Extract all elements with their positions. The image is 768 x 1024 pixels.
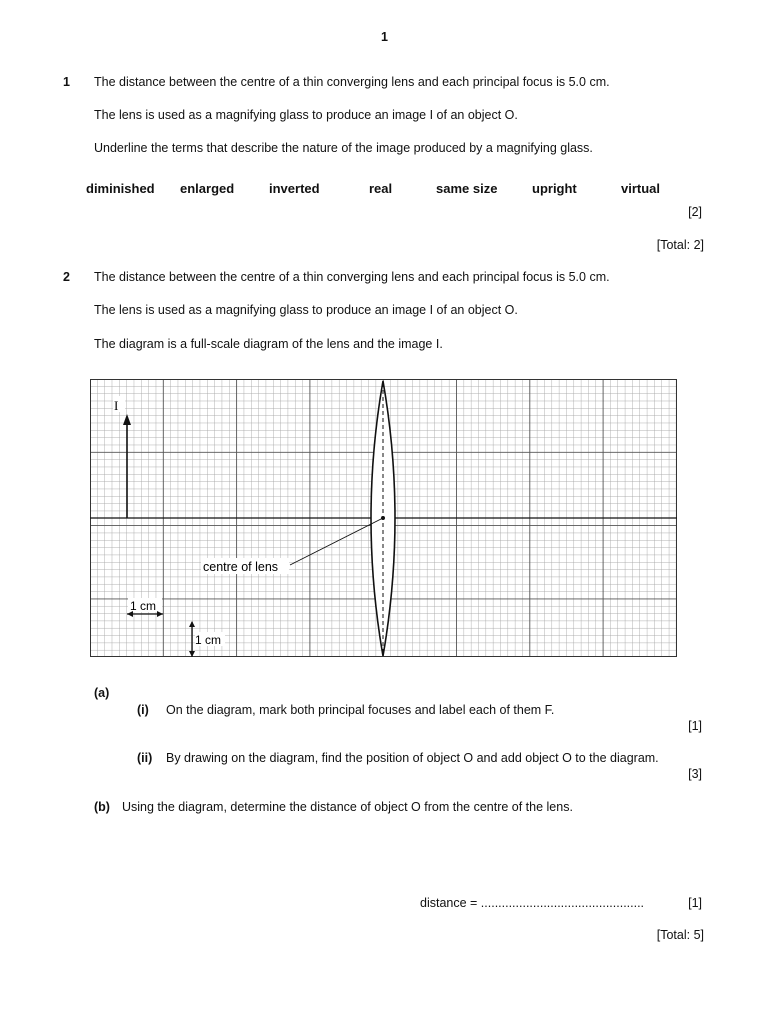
part-a-ii-text: By drawing on the diagram, find the position of object O and add object O to the diagram. — [166, 751, 659, 765]
part-a-ii-label: (ii) — [137, 751, 153, 765]
q1-total: [Total: 2] — [656, 238, 704, 252]
centre-leader-line — [290, 518, 383, 565]
part-b-label: (b) — [94, 800, 110, 814]
term-upright[interactable]: upright — [532, 181, 577, 196]
q1-line-3: Underline the terms that describe the nature of the image produced by a magnifying glass. — [94, 141, 593, 155]
image-label: I — [114, 398, 119, 413]
q2-line-2: The lens is used as a magnifying glass to produce an image I of an object O. — [94, 303, 518, 317]
term-inverted[interactable]: inverted — [269, 181, 320, 196]
q2-total: [Total: 5] — [656, 928, 704, 942]
term-real[interactable]: real — [369, 181, 393, 196]
part-b-text: Using the diagram, determine the distance of object O from the centre of the lens. — [122, 800, 573, 814]
term-diminished[interactable]: diminished — [86, 181, 155, 196]
part-a-i-label: (i) — [137, 703, 149, 717]
q2-line-3: The diagram is a full-scale diagram of the lens and the image I. — [94, 337, 443, 351]
q2-line-1: The distance between the centre of a thin converging lens and each principal focus is 5.0 cm. — [94, 270, 610, 284]
q1-marks: [2] — [688, 205, 702, 219]
scale-vertical-label: 1 cm — [195, 633, 222, 647]
q1-line-1: The distance between the centre of a thin converging lens and each principal focus is 5.0 cm. — [94, 75, 610, 89]
distance-answer-line[interactable]: distance = ............................................... — [420, 896, 645, 910]
term-enlarged[interactable]: enlarged — [180, 181, 235, 196]
part-b-marks: [1] — [688, 896, 702, 910]
part-a-i-text: On the diagram, mark both principal focuses and label each of them F. — [166, 703, 555, 717]
q1-line-2: The lens is used as a magnifying glass to produce an image I of an object O. — [94, 108, 518, 122]
lens-diagram[interactable] — [90, 379, 678, 658]
question-2-number: 2 — [63, 270, 70, 284]
part-a-label: (a) — [94, 686, 110, 700]
term-same-size[interactable]: same size — [436, 181, 498, 196]
part-a-i-marks: [1] — [688, 719, 702, 733]
centre-of-lens-label: centre of lens — [203, 560, 279, 574]
question-1-number: 1 — [63, 75, 70, 89]
scale-horizontal-label: 1 cm — [130, 599, 157, 613]
term-virtual[interactable]: virtual — [621, 181, 661, 196]
part-a-ii-marks: [3] — [688, 767, 702, 781]
page-number: 1 — [381, 30, 388, 44]
